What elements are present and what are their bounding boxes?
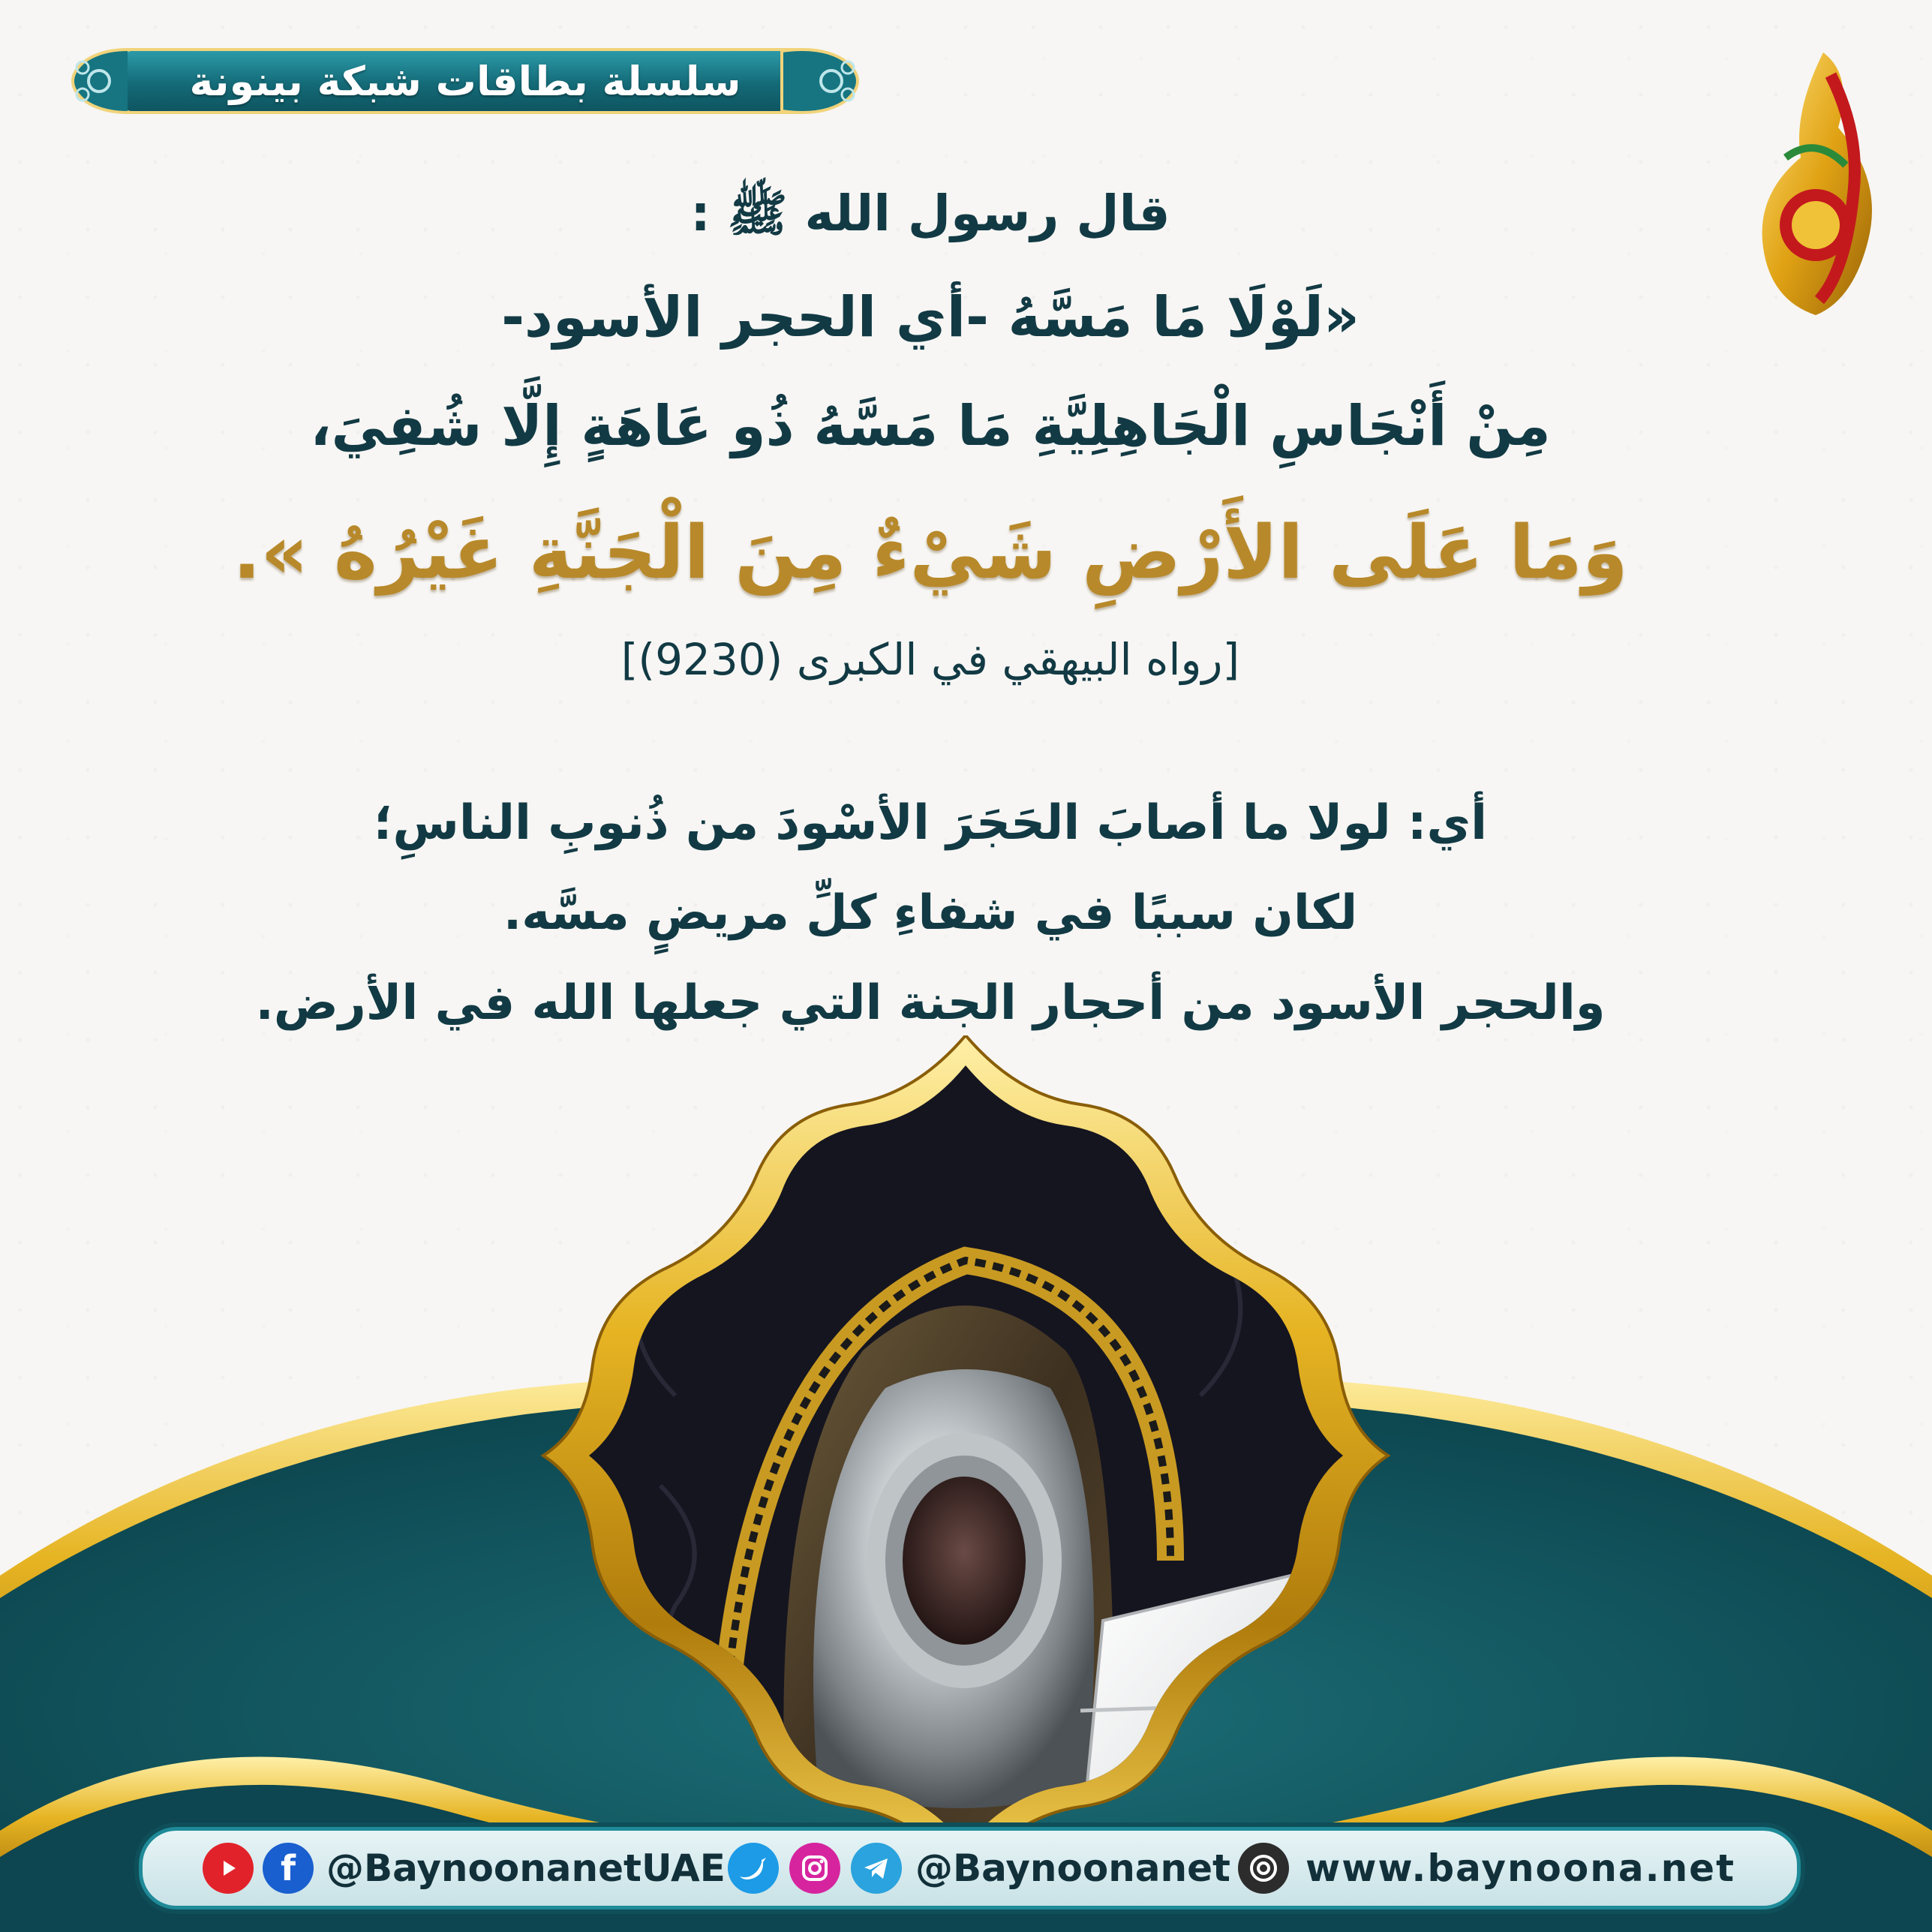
hadith-source: [رواه البيهقي في الكبرى (9230)] [620,634,1240,685]
hadith-line-3: وَمَا عَلَى الأَرْضِ شَيْءٌ مِنَ الْجَنَّةِ غَيْرُهُ ». [233,510,1628,596]
series-banner [60,45,870,117]
black-stone-scene [0,1035,1932,1932]
twitter-icon[interactable] [728,1843,779,1894]
explanation-line-1: أي: لولا ما أصابَ الحَجَرَ الأسْودَ من ذُنوبِ الناسِ؛ [373,795,1488,851]
baynoona-logo-icon [1741,45,1891,330]
telegram-icon[interactable] [851,1843,902,1894]
globe-icon[interactable] [1238,1843,1289,1894]
baynoona-handle[interactable]: @Baynoonanet [915,1846,1230,1890]
ornament-right-icon [780,45,870,117]
website-link[interactable]: www.baynoona.net [1306,1846,1735,1890]
hadith-intro: قال رسول الله ﷺ : [690,185,1170,242]
instagram-icon[interactable] [789,1843,840,1894]
series-banner-bar [128,48,803,114]
youtube-icon[interactable] [203,1843,254,1894]
hadith-line-2: مِنْ أَنْجَاسِ الْجَاهِلِيَّةِ مَا مَسَّهُ ذُو عَاهَةٍ إِلَّا شُفِيَ، [310,394,1551,458]
social-media-bar [139,1827,1801,1909]
uae-handle[interactable]: @BaynoonanetUAE [326,1846,726,1890]
hadith-line-1: «لَوْلَا مَا مَسَّهُ -أي الحجر الأسود- [501,285,1360,350]
explanation-line-3: والحجر الأسود من أحجار الجنة التي جعلها الله في الأرض. [255,975,1606,1031]
facebook-icon[interactable]: f [263,1843,314,1894]
explanation-line-2: لكان سببًا في شفاءِ كلِّ مريضٍ مسَّه. [503,885,1358,941]
series-title: سلسلة بطاقات شبكة بينونة [189,57,741,105]
